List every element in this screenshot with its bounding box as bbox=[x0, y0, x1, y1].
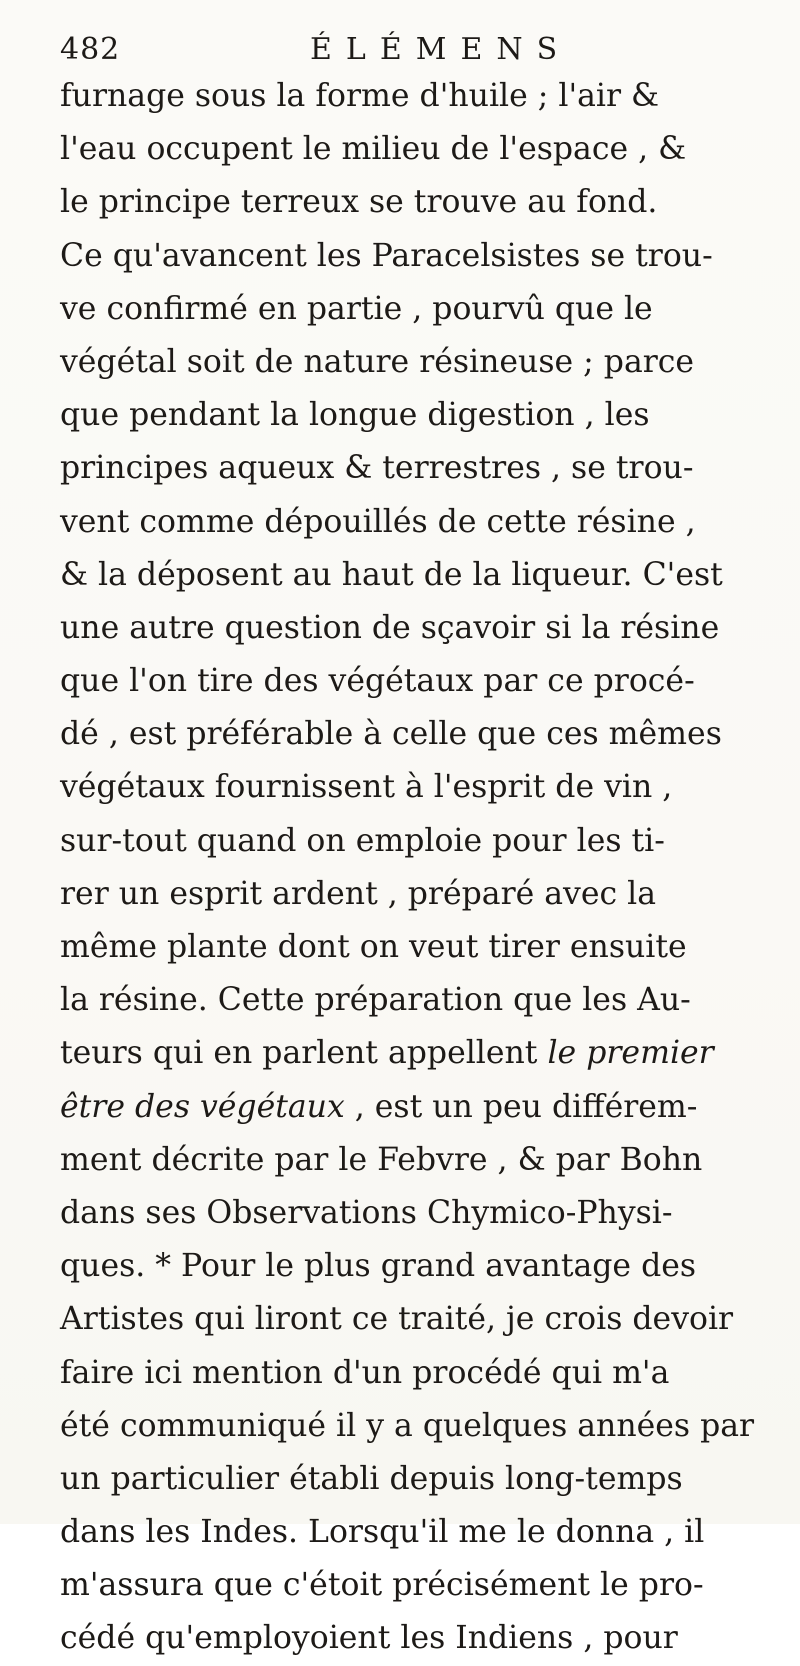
text-line: Ce qu'avancent les Paracelsistes se trou- bbox=[60, 237, 713, 274]
italic-phrase: le premier bbox=[547, 1035, 714, 1072]
text-line: & la déposent au haut de la liqueur. C'est bbox=[60, 556, 723, 593]
text-line: être des végétaux , est un peu différem- bbox=[60, 1088, 698, 1125]
text-line: principes aqueux & terrestres , se trou- bbox=[60, 450, 694, 487]
text-line: ve confirmé en partie , pourvû que le bbox=[60, 290, 653, 327]
page-number: 482 bbox=[60, 32, 121, 67]
running-title: ÉLÉMENS bbox=[310, 32, 572, 67]
text-line: le principe terreux se trouve au fond. bbox=[60, 184, 658, 221]
text-line: ques. * Pour le plus grand avantage des bbox=[60, 1248, 697, 1285]
text-line: m'assura que c'étoit précisément le pro- bbox=[60, 1567, 704, 1604]
text-line: cédé qu'employoient les Indiens , pour bbox=[60, 1620, 678, 1657]
text-line: un particulier établi depuis long-temps bbox=[60, 1460, 683, 1497]
text-line: une autre question de sçavoir si la résine bbox=[60, 609, 720, 646]
text-line: végétaux fournissent à l'esprit de vin , bbox=[60, 769, 673, 806]
text-line: végétal soit de nature résineuse ; parce bbox=[60, 343, 695, 380]
text-line: dans ses Observations Chymico-Physi- bbox=[60, 1194, 673, 1231]
text-line: rer un esprit ardent , préparé avec la bbox=[60, 875, 657, 912]
body-text bbox=[60, 70, 780, 1666]
text-line: été communiqué il y a quelques années par bbox=[60, 1407, 755, 1444]
text-line: furnage sous la forme d'huile ; l'air & bbox=[60, 78, 660, 114]
text-line: teurs qui en parlent appellent le premier bbox=[60, 1035, 714, 1072]
text-line: Artistes qui liront ce traité, je crois devoir bbox=[60, 1301, 734, 1338]
text-line: que pendant la longue digestion , les bbox=[60, 397, 650, 434]
italic-phrase: être des végétaux bbox=[60, 1088, 345, 1125]
text-line: l'eau occupent le milieu de l'espace , & bbox=[60, 131, 687, 168]
text-line: dans les Indes. Lorsqu'il me le donna , il bbox=[60, 1514, 705, 1551]
text-line: faire ici mention d'un procédé qui m'a bbox=[60, 1354, 670, 1391]
text-line: ment décrite par le Febvre , & par Bohn bbox=[60, 1141, 703, 1178]
text-line: que l'on tire des végétaux par ce procé- bbox=[60, 663, 695, 700]
text-line: vent comme dépouillés de cette résine , bbox=[60, 503, 696, 540]
text-line: la résine. Cette préparation que les Au- bbox=[60, 982, 691, 1019]
text-line: dé , est préférable à celle que ces mêmes bbox=[60, 716, 722, 753]
text-line: sur-tout quand on emploie pour les ti- bbox=[60, 822, 665, 859]
page-header bbox=[60, 30, 660, 70]
text-line: même plante dont on veut tirer ensuite bbox=[60, 929, 687, 965]
